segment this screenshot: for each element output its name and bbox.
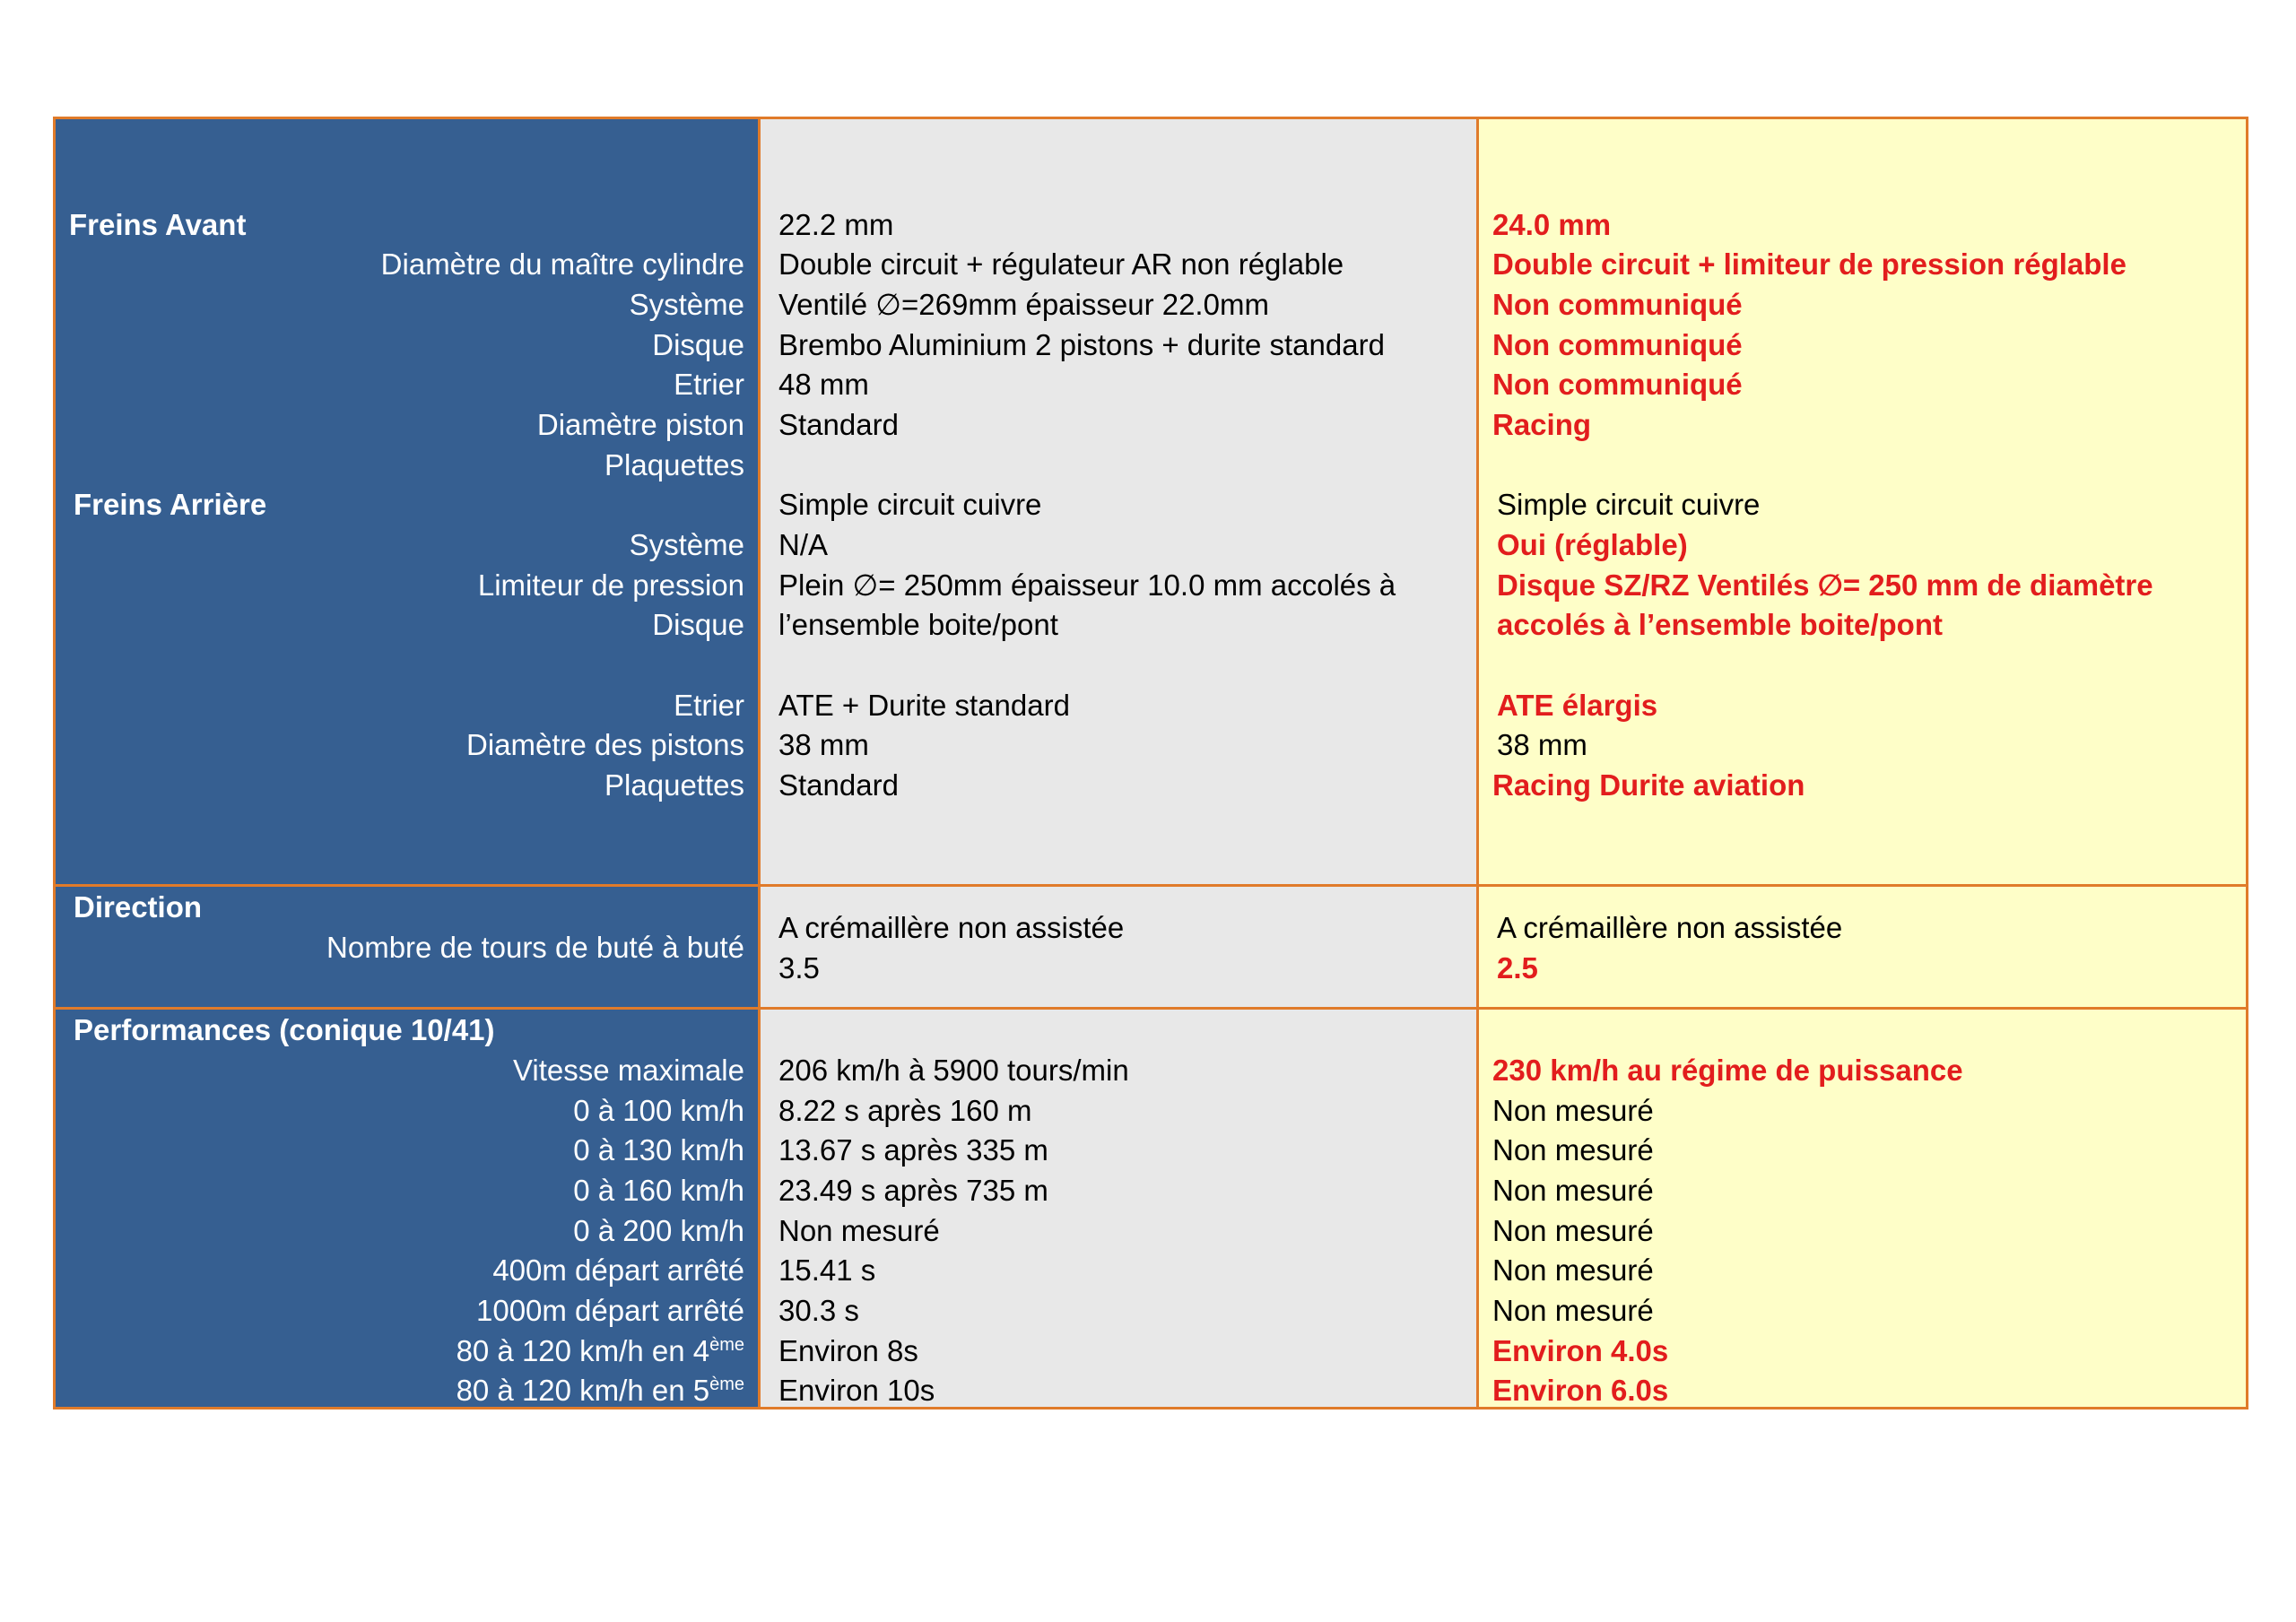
- stock-0-200: Non mesuré: [778, 1214, 940, 1247]
- stock-systeme-av: Double circuit + régulateur AR non réglable: [778, 247, 1344, 281]
- mod-disque-ar-line1: Disque SZ/RZ Ventilés ∅= 250 mm de diamètre: [1497, 568, 2153, 602]
- stock-disque-ar-line2: l’ensemble boite/pont: [778, 608, 1058, 641]
- stock-disque-ar-line1: Plein ∅= 250mm épaisseur 10.0 mm accolés à: [778, 568, 1396, 602]
- label-80-120-5: 80 à 120 km/h en 5ème: [456, 1374, 744, 1407]
- mod-0-100: Non mesuré: [1492, 1094, 1654, 1127]
- mod-tours-bute: 2.5: [1497, 951, 1538, 984]
- stock-plaquettes-ar: Standard: [778, 768, 899, 802]
- label-0-130: 0 à 130 km/h: [573, 1133, 744, 1167]
- stock-0-160: 23.49 s après 735 m: [778, 1174, 1048, 1207]
- label-80-120-4: 80 à 120 km/h en 4ème: [456, 1334, 744, 1367]
- label-vitesse-max: Vitesse maximale: [513, 1054, 744, 1087]
- mod-etrier-av: Non communiqué: [1492, 328, 1743, 361]
- mod-plaquettes-av: Racing: [1492, 408, 1592, 441]
- mod-diametre-pistons: 38 mm: [1497, 728, 1587, 761]
- mod-0-200: Non mesuré: [1492, 1214, 1654, 1247]
- label-diametre-pistons: Diamètre des pistons: [466, 728, 744, 761]
- label-disque-av: Disque: [652, 328, 744, 361]
- stock-limiteur: N/A: [778, 528, 829, 561]
- modified-column: [1476, 119, 2246, 1407]
- mod-diametre-piston: Non communiqué: [1492, 368, 1743, 401]
- mod-etrier-ar: ATE élargis: [1497, 689, 1658, 722]
- label-limiteur: Limiteur de pression: [477, 568, 744, 602]
- stock-diametre-pistons: 38 mm: [778, 728, 869, 761]
- mod-disque-ar-line2: accolés à l’ensemble boite/pont: [1497, 608, 1943, 641]
- label-1000m: 1000m départ arrêté: [475, 1294, 744, 1327]
- spec-table: [53, 117, 2248, 1409]
- label-0-100: 0 à 100 km/h: [573, 1094, 744, 1127]
- label-maitre-cylindre: Diamètre du maître cylindre: [380, 247, 744, 281]
- stock-plaquettes-av: Standard: [778, 408, 899, 441]
- stock-column: [758, 119, 1476, 1407]
- stock-400m: 15.41 s: [778, 1253, 876, 1287]
- divider-performances: [56, 1007, 2246, 1010]
- label-disque-ar: Disque: [652, 608, 744, 641]
- stock-0-130: 13.67 s après 335 m: [778, 1133, 1048, 1167]
- sup-eme-4: ème: [709, 1335, 744, 1355]
- stock-etrier-ar: ATE + Durite standard: [778, 689, 1070, 722]
- label-etrier-ar: Etrier: [674, 689, 744, 722]
- stock-0-100: 8.22 s après 160 m: [778, 1094, 1032, 1127]
- label-column: [56, 119, 758, 1407]
- mod-systeme-ar: Simple circuit cuivre: [1497, 488, 1761, 521]
- stock-direction-type: A crémaillère non assistée: [778, 911, 1125, 944]
- section-title-freins-arriere: Freins Arrière: [74, 488, 267, 521]
- mod-systeme-av: Double circuit + limiteur de pression réglable: [1492, 247, 2126, 281]
- label-etrier-av: Etrier: [674, 368, 744, 401]
- label-systeme-av: Système: [629, 288, 744, 321]
- label-plaquettes-av: Plaquettes: [604, 448, 744, 481]
- stock-80-120-4: Environ 8s: [778, 1334, 918, 1367]
- label-plaquettes-ar: Plaquettes: [604, 768, 744, 802]
- mod-0-160: Non mesuré: [1492, 1174, 1654, 1207]
- label-tours-bute: Nombre de tours de buté à buté: [326, 931, 744, 964]
- label-diametre-piston: Diamètre piston: [536, 408, 744, 441]
- section-title-direction: Direction: [74, 890, 203, 924]
- mod-1000m: Non mesuré: [1492, 1294, 1654, 1327]
- label-0-160: 0 à 160 km/h: [573, 1174, 744, 1207]
- section-title-performances: Performances (conique 10/41): [74, 1013, 495, 1046]
- section-title-freins-avant: Freins Avant: [69, 208, 247, 241]
- stock-vitesse-max: 206 km/h à 5900 tours/min: [778, 1054, 1129, 1087]
- label-0-200: 0 à 200 km/h: [573, 1214, 744, 1247]
- stock-systeme-ar: Simple circuit cuivre: [778, 488, 1042, 521]
- mod-disque-av: Non communiqué: [1492, 288, 1743, 321]
- stock-80-120-5: Environ 10s: [778, 1374, 935, 1407]
- mod-400m: Non mesuré: [1492, 1253, 1654, 1287]
- mod-vitesse-max: 230 km/h au régime de puissance: [1492, 1054, 1963, 1087]
- mod-plaquettes-ar: Racing Durite aviation: [1492, 768, 1805, 802]
- mod-80-120-5: Environ 6.0s: [1492, 1374, 1669, 1407]
- mod-direction-type: A crémaillère non assistée: [1497, 911, 1843, 944]
- stock-1000m: 30.3 s: [778, 1294, 859, 1327]
- mod-maitre-cylindre: 24.0 mm: [1492, 208, 1612, 241]
- mod-limiteur: Oui (réglable): [1497, 528, 1688, 561]
- stock-disque-av: Ventilé ∅=269mm épaisseur 22.0mm: [778, 288, 1269, 321]
- divider-direction: [56, 884, 2246, 887]
- mod-0-130: Non mesuré: [1492, 1133, 1654, 1167]
- stock-diametre-piston: 48 mm: [778, 368, 869, 401]
- stock-maitre-cylindre: 22.2 mm: [778, 208, 894, 241]
- stock-tours-bute: 3.5: [778, 951, 820, 984]
- sup-eme-5: ème: [709, 1375, 744, 1394]
- mod-80-120-4: Environ 4.0s: [1492, 1334, 1669, 1367]
- label-400m: 400m départ arrêté: [492, 1253, 744, 1287]
- stock-etrier-av: Brembo Aluminium 2 pistons + durite standard: [778, 328, 1385, 361]
- label-systeme-ar: Système: [629, 528, 744, 561]
